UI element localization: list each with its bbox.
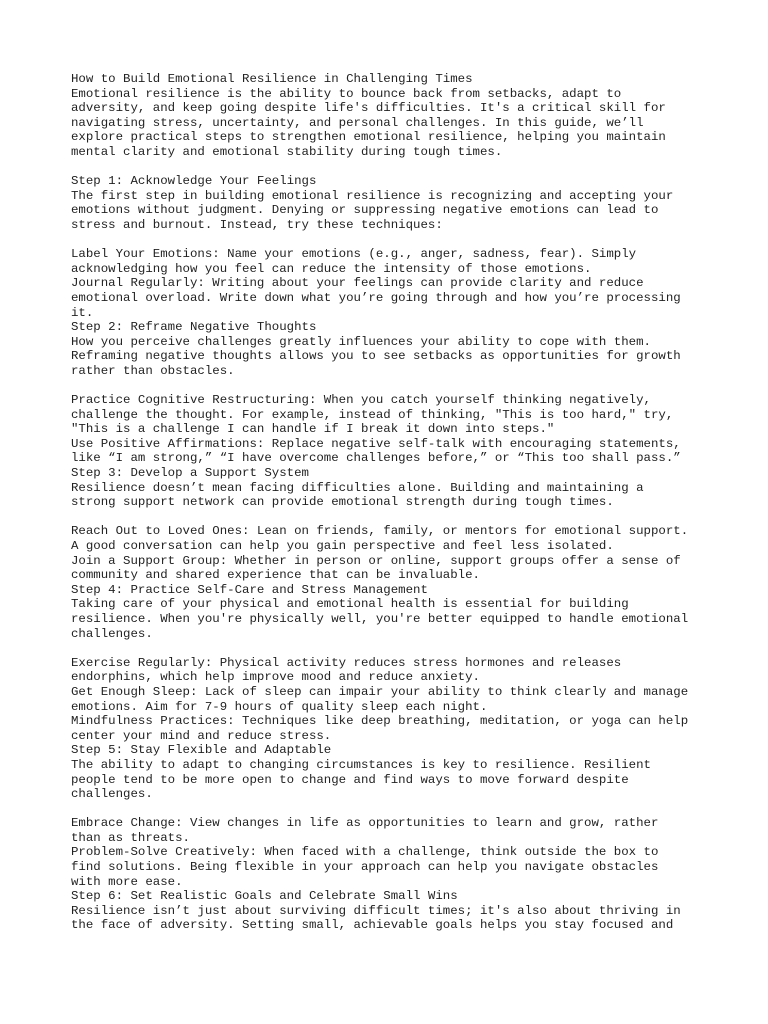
text-line: Join a Support Group: Whether in person or online, support groups offer a sense of xyxy=(71,553,681,568)
step-4-item-sleep xyxy=(71,685,711,714)
text-line: stress and burnout. Instead, try these techniques: xyxy=(71,217,443,232)
step-4-item-mindfulness xyxy=(71,714,711,743)
text-line: Practice Cognitive Restructuring: When you catch yourself thinking negatively, xyxy=(71,393,651,408)
text-line: Problem-Solve Creatively: When faced with a challenge, think outside the box to xyxy=(71,845,659,860)
text-line: Resilience doesn’t mean facing difficulties alone. Building and maintaining a xyxy=(71,480,644,495)
text-line: emotions without judgment. Denying or suppressing negative emotions can lead to xyxy=(71,203,659,218)
text-line: Reach Out to Loved Ones: Lean on friends, family, or mentors for emotional support. xyxy=(71,524,689,539)
text-line: How you perceive challenges greatly influences your ability to cope with them. xyxy=(71,334,651,349)
text-line: center your mind and reduce stress. xyxy=(71,728,332,743)
step-6-heading xyxy=(71,889,711,904)
text-line: community and shared experience that can be invaluable. xyxy=(71,568,480,583)
text-line: Step 6: Set Realistic Goals and Celebrate Small Wins xyxy=(71,889,458,904)
step-3-item-support-group xyxy=(71,554,711,583)
step-5-heading xyxy=(71,743,711,758)
text-line: Label Your Emotions: Name your emotions (e.g., anger, sadness, fear). Simply xyxy=(71,247,637,262)
step-1-item-label-emotions xyxy=(71,247,711,276)
text-line: emotional overload. Write down what you’re going through and how you’re processing xyxy=(71,290,681,305)
intro-paragraph xyxy=(71,87,711,160)
step-5-item-problem-solve xyxy=(71,845,711,889)
text-line: Use Positive Affirmations: Replace negative self-talk with encouraging statements, xyxy=(71,436,681,451)
text-line: people tend to be more open to change and find ways to move forward despite xyxy=(71,772,629,787)
text-line: Exercise Regularly: Physical activity reduces stress hormones and releases xyxy=(71,655,622,670)
paragraph-spacer xyxy=(71,378,711,393)
step-4-paragraph xyxy=(71,597,711,641)
step-2-item-affirmations xyxy=(71,437,711,466)
text-line: it. xyxy=(71,305,94,320)
step-1-item-journal xyxy=(71,276,711,320)
text-line: with more ease. xyxy=(71,874,183,889)
text-line: acknowledging how you feel can reduce the intensity of those emotions. xyxy=(71,261,592,276)
text-line: Embrace Change: View changes in life as opportunities to learn and grow, rather xyxy=(71,816,659,831)
paragraph-spacer xyxy=(71,510,711,525)
step-2-heading xyxy=(71,320,711,335)
text-line: navigating stress, uncertainty, and personal challenges. In this guide, we’ll xyxy=(71,115,644,130)
text-line: than as threats. xyxy=(71,830,190,845)
text-line: explore practical steps to strengthen emotional resilience, helping you maintain xyxy=(71,130,666,145)
document-title xyxy=(71,72,711,87)
step-3-heading xyxy=(71,466,711,481)
text-line: the face of adversity. Setting small, achievable goals helps you stay focused and xyxy=(71,918,674,933)
step-6-paragraph xyxy=(71,904,711,933)
text-line: Journal Regularly: Writing about your feelings can provide clarity and reduce xyxy=(71,276,644,291)
text-line: adversity, and keep going despite life's difficulties. It's a critical skill for xyxy=(71,101,666,116)
text-line: Resilience isn’t just about surviving difficult times; it's also about thriving in xyxy=(71,903,681,918)
step-1-paragraph xyxy=(71,189,711,233)
text-line: rather than obstacles. xyxy=(71,363,235,378)
text-line: find solutions. Being flexible in your approach can help you navigate obstacles xyxy=(71,860,659,875)
paragraph-spacer xyxy=(71,802,711,817)
step-2-item-restructuring xyxy=(71,393,711,437)
paragraph-spacer xyxy=(71,641,711,656)
text-line: challenges. xyxy=(71,787,153,802)
step-3-item-loved-ones xyxy=(71,524,711,553)
step-1-heading xyxy=(71,174,711,189)
text-line: resilience. When you're physically well, you're better equipped to handle emotional xyxy=(71,611,689,626)
text-line: Get Enough Sleep: Lack of sleep can impair your ability to think clearly and manage xyxy=(71,684,689,699)
text-line: "This is a challenge I can handle if I break it down into steps." xyxy=(71,422,555,437)
text-line: emotions. Aim for 7-9 hours of quality sleep each night. xyxy=(71,699,488,714)
text-line: The ability to adapt to changing circumstances is key to resilience. Resilient xyxy=(71,757,651,772)
document-page xyxy=(71,72,711,933)
text-line: mental clarity and emotional stability during tough times. xyxy=(71,144,503,159)
text-line: Step 5: Stay Flexible and Adaptable xyxy=(71,743,332,758)
text-line: Step 3: Develop a Support System xyxy=(71,466,309,481)
step-5-paragraph xyxy=(71,758,711,802)
step-4-item-exercise xyxy=(71,656,711,685)
step-2-paragraph xyxy=(71,335,711,379)
text-line: strong support network can provide emotional strength during tough times. xyxy=(71,495,614,510)
text-line: like “I am strong,” “I have overcome challenges before,” or “This too shall pass.” xyxy=(71,451,681,466)
text-line: Reframing negative thoughts allows you to see setbacks as opportunities for growth xyxy=(71,349,681,364)
text-line: Step 1: Acknowledge Your Feelings xyxy=(71,174,317,189)
text-line: Step 4: Practice Self-Care and Stress Management xyxy=(71,582,428,597)
step-4-heading xyxy=(71,583,711,598)
text-line: challenges. xyxy=(71,626,153,641)
text-line: Step 2: Reframe Negative Thoughts xyxy=(71,320,317,335)
text-line: The first step in building emotional resilience is recognizing and accepting your xyxy=(71,188,674,203)
text-line: endorphins, which help improve mood and reduce anxiety. xyxy=(71,670,480,685)
paragraph-spacer xyxy=(71,233,711,248)
text-line: Emotional resilience is the ability to bounce back from setbacks, adapt to xyxy=(71,86,622,101)
text-line: Taking care of your physical and emotional health is essential for building xyxy=(71,597,629,612)
text-line: Mindfulness Practices: Techniques like deep breathing, meditation, or yoga can help xyxy=(71,714,689,729)
step-3-paragraph xyxy=(71,481,711,510)
step-5-item-embrace-change xyxy=(71,816,711,845)
text-line: challenge the thought. For example, instead of thinking, "This is too hard," try, xyxy=(71,407,674,422)
paragraph-spacer xyxy=(71,160,711,175)
text-line: How to Build Emotional Resilience in Challenging Times xyxy=(71,72,473,86)
text-line: A good conversation can help you gain perspective and feel less isolated. xyxy=(71,539,614,553)
